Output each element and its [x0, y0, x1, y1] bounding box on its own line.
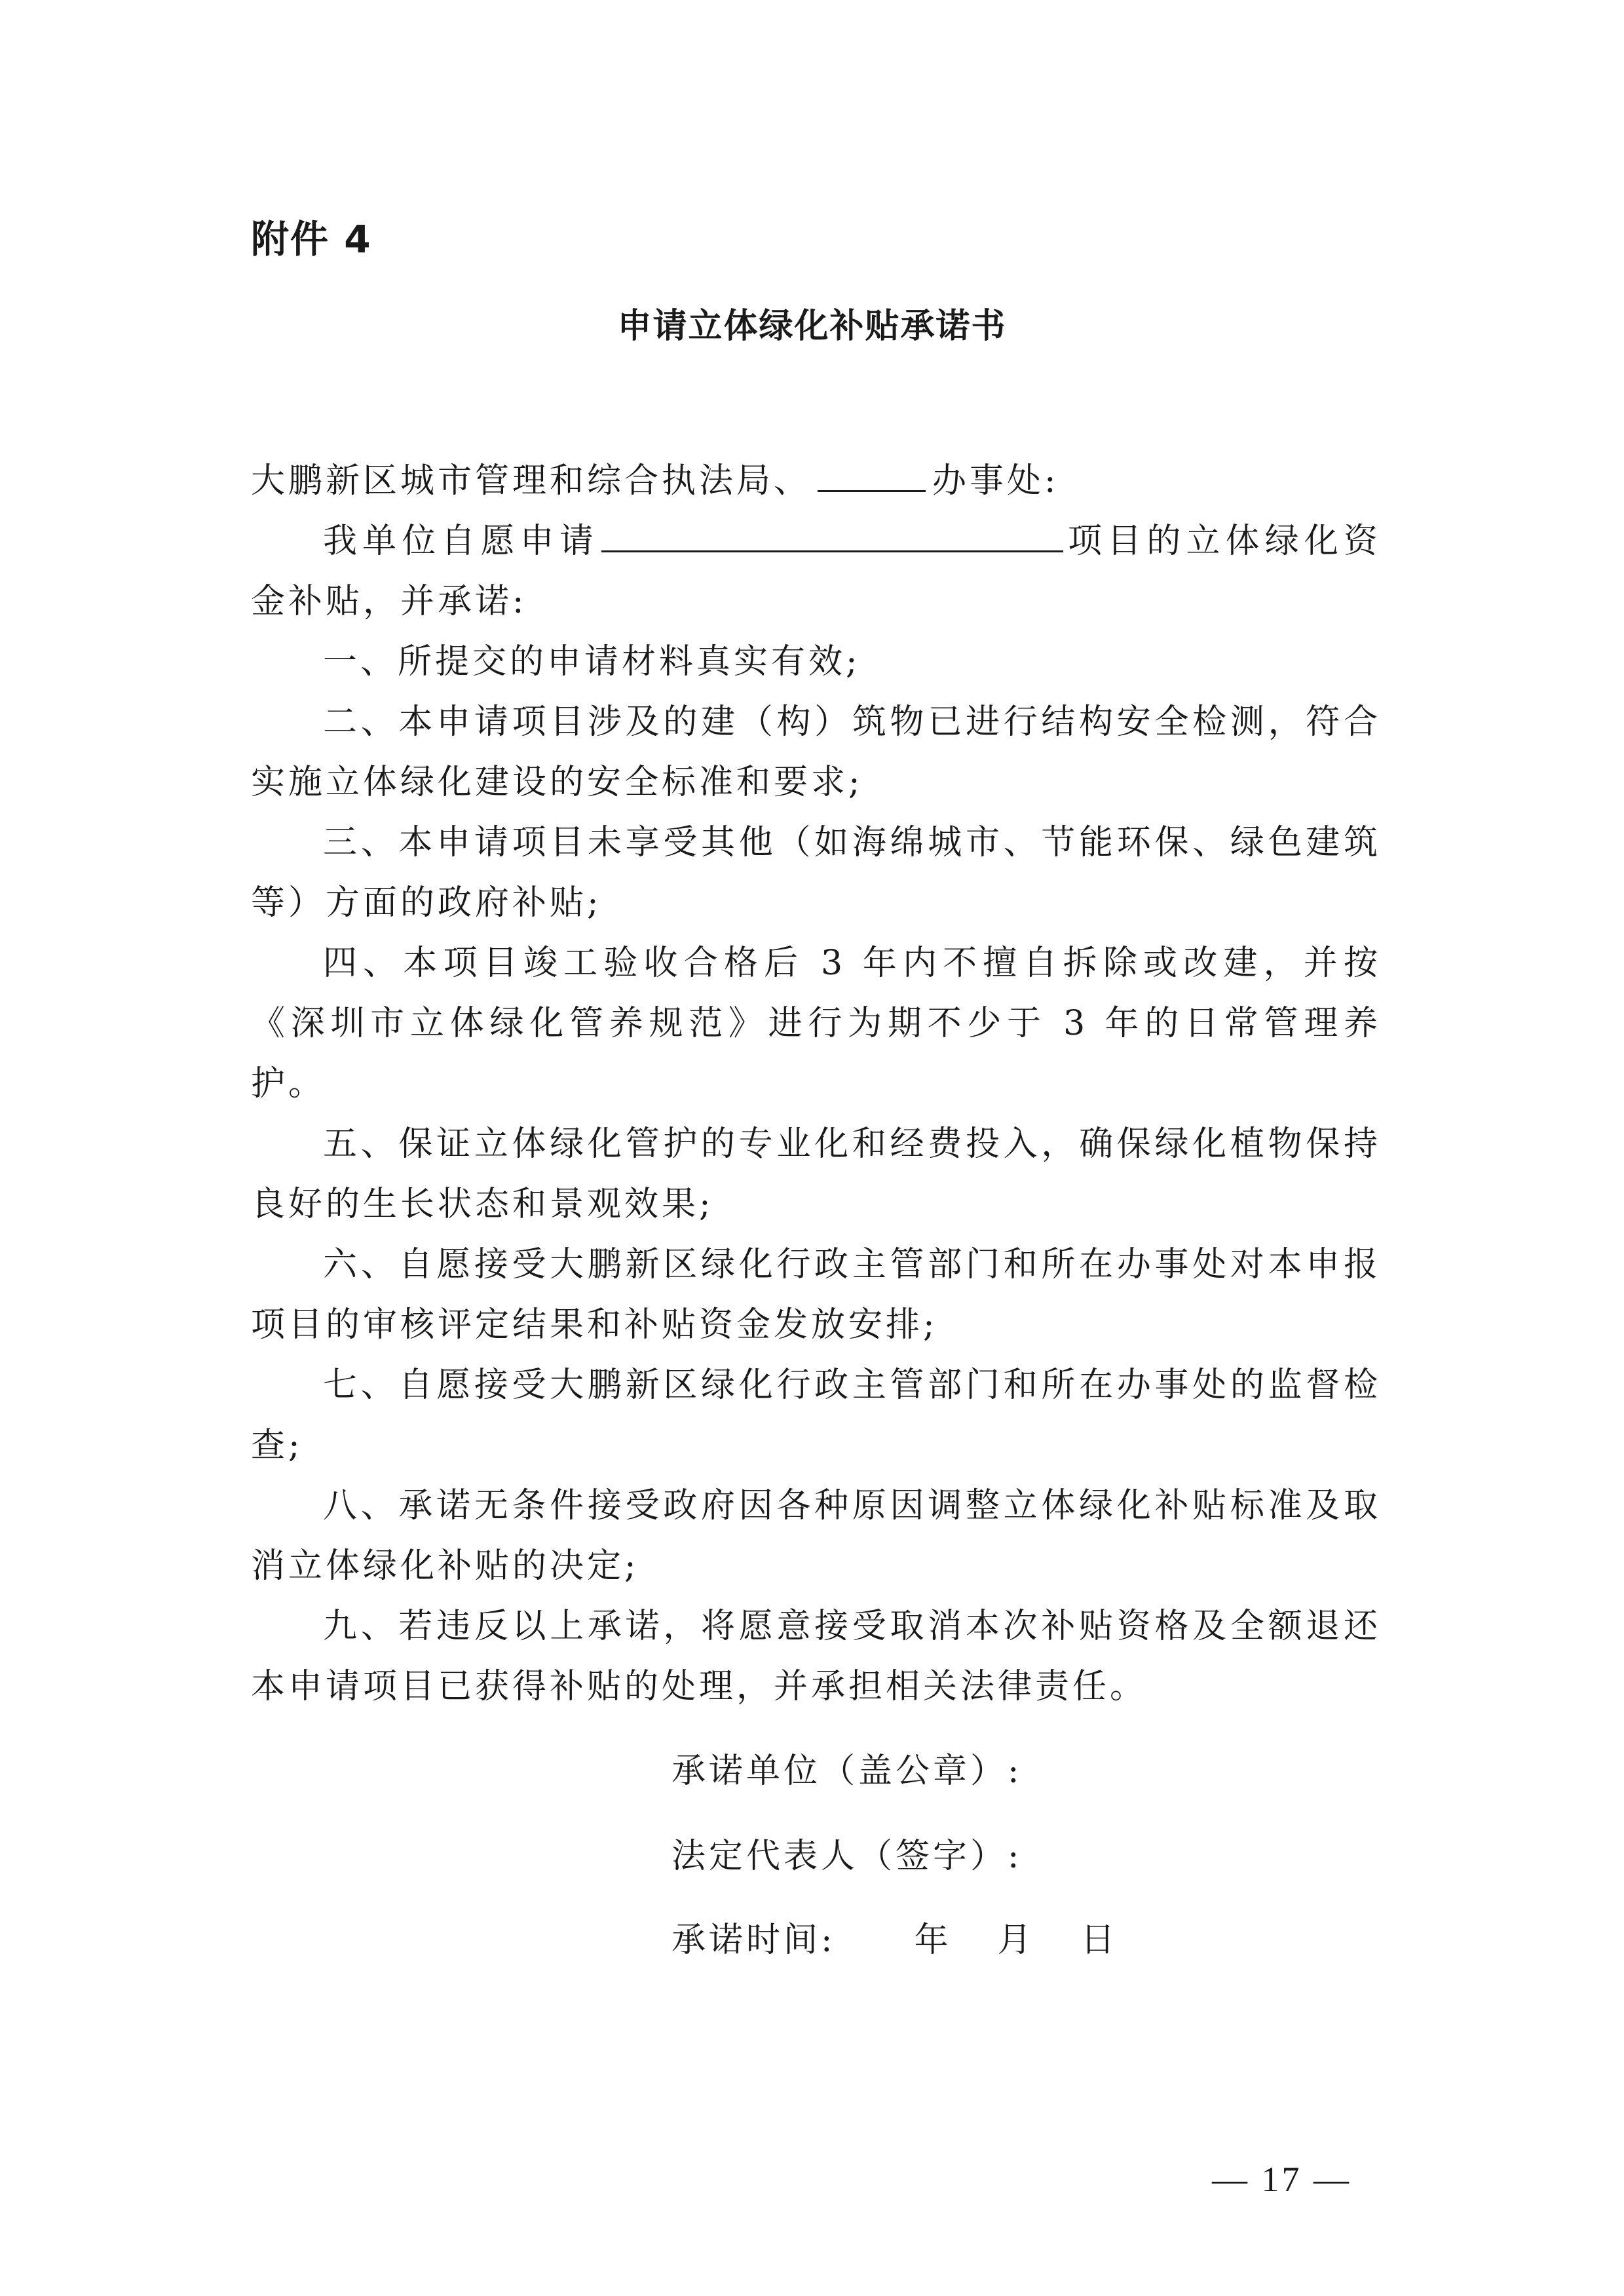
year-label: 年	[914, 1921, 952, 1960]
signature-unit: 承诺单位（盖公章）:	[671, 1751, 1023, 1791]
intro-suffix: 项目的立体绿化资金补贴，并承诺:	[251, 522, 1381, 621]
salutation-prefix: 大鹏新区城市管理和综合执法局、	[251, 461, 812, 501]
document-title: 申请立体绿化补贴承诺书	[617, 307, 1007, 346]
day-label: 日	[1080, 1921, 1118, 1960]
commitment-item: 五、保证立体绿化管护的专业化和经费投入，确保绿化植物保持良好的生长状态和景观效果;	[251, 1124, 1381, 1224]
commitment-item: 二、本申请项目涉及的建（构）筑物已进行结构安全检测，符合实施立体绿化建设的安全标准和要求;	[251, 702, 1381, 802]
month-label: 月	[997, 1921, 1035, 1960]
salutation	[251, 451, 1381, 511]
intro-prefix: 我单位自愿申请	[323, 522, 599, 561]
salutation-suffix: 办事处:	[932, 461, 1059, 501]
signature-representative: 法定代表人（签字）:	[671, 1837, 1023, 1876]
commitment-item: 一、所提交的申请材料真实有效;	[323, 642, 861, 681]
project-name-blank	[601, 516, 1063, 552]
commitment-item: 八、承诺无条件接受政府因各种原因调整立体绿化补贴标准及取消立体绿化补贴的决定;	[251, 1486, 1381, 1586]
commitment-item: 九、若违反以上承诺，将愿意接受取消本次补贴资格及全额退还本申请项目已获得补贴的处理，并承担相关法律责任。	[251, 1607, 1381, 1706]
office-blank	[818, 456, 926, 492]
attachment-label: 附件 4	[251, 217, 372, 261]
commitment-item: 四、本项目竣工验收合格后 3 年内不擅自拆除或改建，并按《深圳市立体绿化管养规范》进行为期不少于 3 年的日常管理养护。	[251, 944, 1381, 1103]
signature-time	[671, 1912, 1118, 1961]
intro-paragraph	[251, 511, 1381, 632]
time-label: 承诺时间:	[671, 1921, 836, 1960]
page-number: — 17 —	[1212, 2160, 1351, 2199]
commitment-item: 七、自愿接受大鹏新区绿化行政主管部门和所在办事处的监督检查;	[251, 1366, 1381, 1465]
commitment-item: 三、本申请项目未享受其他（如海绵城市、节能环保、绿色建筑等）方面的政府补贴;	[251, 823, 1381, 923]
document-body	[251, 451, 1381, 1717]
commitment-item: 六、自愿接受大鹏新区绿化行政主管部门和所在办事处对本申报项目的审核评定结果和补贴资金发放安排;	[251, 1245, 1381, 1345]
